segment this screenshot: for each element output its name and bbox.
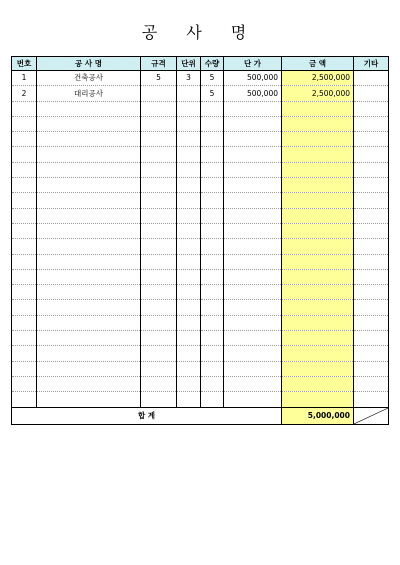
empty-row xyxy=(12,223,389,238)
empty-cell xyxy=(224,361,282,376)
empty-cell xyxy=(177,254,201,269)
empty-cell xyxy=(12,269,37,284)
empty-row xyxy=(12,285,389,300)
cell-etc xyxy=(354,86,389,101)
empty-cell xyxy=(12,239,37,254)
table-row xyxy=(12,86,389,101)
empty-row xyxy=(12,361,389,376)
empty-cell xyxy=(282,331,354,346)
empty-cell xyxy=(141,285,177,300)
empty-row xyxy=(12,300,389,315)
empty-cell xyxy=(141,239,177,254)
empty-cell xyxy=(141,178,177,193)
empty-cell xyxy=(177,178,201,193)
empty-cell xyxy=(12,392,37,407)
empty-cell xyxy=(37,269,141,284)
empty-cell xyxy=(37,178,141,193)
empty-cell xyxy=(354,392,389,407)
empty-cell xyxy=(12,116,37,131)
cell-qty: 5 xyxy=(201,71,224,86)
empty-cell xyxy=(141,315,177,330)
empty-cell xyxy=(354,254,389,269)
empty-cell xyxy=(177,392,201,407)
empty-cell xyxy=(141,376,177,391)
empty-cell xyxy=(141,346,177,361)
empty-cell xyxy=(354,178,389,193)
empty-cell xyxy=(201,285,224,300)
empty-cell xyxy=(224,116,282,131)
empty-row xyxy=(12,331,389,346)
empty-cell xyxy=(354,376,389,391)
empty-cell xyxy=(224,239,282,254)
empty-cell xyxy=(141,162,177,177)
empty-cell xyxy=(37,223,141,238)
empty-cell xyxy=(224,331,282,346)
empty-cell xyxy=(37,239,141,254)
header-unit: 단위 xyxy=(177,57,201,71)
empty-cell xyxy=(37,300,141,315)
empty-cell xyxy=(177,331,201,346)
empty-cell xyxy=(37,147,141,162)
header-qty: 수량 xyxy=(201,57,224,71)
empty-cell xyxy=(177,147,201,162)
cell-no: 2 xyxy=(12,86,37,101)
empty-cell xyxy=(201,361,224,376)
empty-cell xyxy=(12,300,37,315)
empty-cell xyxy=(141,147,177,162)
empty-cell xyxy=(282,254,354,269)
empty-row xyxy=(12,392,389,407)
empty-cell xyxy=(282,223,354,238)
cell-qty: 5 xyxy=(201,86,224,101)
empty-cell xyxy=(177,208,201,223)
empty-cell xyxy=(12,208,37,223)
empty-cell xyxy=(354,147,389,162)
empty-cell xyxy=(37,101,141,116)
empty-row xyxy=(12,193,389,208)
cell-amount: 2,500,000 xyxy=(282,71,354,86)
empty-cell xyxy=(224,147,282,162)
empty-cell xyxy=(224,178,282,193)
empty-cell xyxy=(354,162,389,177)
empty-cell xyxy=(354,223,389,238)
empty-cell xyxy=(177,132,201,147)
empty-cell xyxy=(354,269,389,284)
empty-cell xyxy=(201,132,224,147)
empty-cell xyxy=(12,178,37,193)
cell-unit xyxy=(177,86,201,101)
empty-cell xyxy=(201,101,224,116)
empty-cell xyxy=(12,346,37,361)
cell-price: 500,000 xyxy=(224,71,282,86)
empty-row xyxy=(12,208,389,223)
header-row xyxy=(12,57,389,71)
empty-cell xyxy=(37,162,141,177)
empty-cell xyxy=(141,223,177,238)
empty-cell xyxy=(141,116,177,131)
empty-cell xyxy=(282,315,354,330)
empty-cell xyxy=(201,254,224,269)
empty-cell xyxy=(201,300,224,315)
empty-row xyxy=(12,315,389,330)
empty-cell xyxy=(282,239,354,254)
empty-cell xyxy=(282,346,354,361)
empty-cell xyxy=(201,147,224,162)
empty-cell xyxy=(282,193,354,208)
cell-price: 500,000 xyxy=(224,86,282,101)
cell-spec: 5 xyxy=(141,71,177,86)
empty-cell xyxy=(37,376,141,391)
empty-cell xyxy=(282,178,354,193)
empty-cell xyxy=(141,193,177,208)
empty-row xyxy=(12,132,389,147)
empty-cell xyxy=(354,331,389,346)
empty-cell xyxy=(354,285,389,300)
empty-cell xyxy=(37,346,141,361)
empty-row xyxy=(12,116,389,131)
empty-cell xyxy=(12,223,37,238)
empty-cell xyxy=(354,300,389,315)
empty-row xyxy=(12,254,389,269)
empty-cell xyxy=(141,132,177,147)
empty-cell xyxy=(37,285,141,300)
empty-cell xyxy=(141,361,177,376)
empty-cell xyxy=(354,361,389,376)
empty-cell xyxy=(201,346,224,361)
empty-cell xyxy=(37,361,141,376)
header-spec: 규격 xyxy=(141,57,177,71)
empty-cell xyxy=(177,346,201,361)
empty-cell xyxy=(37,254,141,269)
empty-cell xyxy=(177,361,201,376)
empty-cell xyxy=(12,132,37,147)
empty-row xyxy=(12,162,389,177)
empty-cell xyxy=(282,285,354,300)
empty-cell xyxy=(201,223,224,238)
cell-name: 대리공사 xyxy=(37,86,141,101)
empty-cell xyxy=(37,193,141,208)
header-etc: 기타 xyxy=(354,57,389,71)
empty-cell xyxy=(37,208,141,223)
empty-cell xyxy=(37,331,141,346)
empty-cell xyxy=(141,208,177,223)
empty-cell xyxy=(224,254,282,269)
empty-cell xyxy=(201,239,224,254)
empty-cell xyxy=(224,269,282,284)
empty-cell xyxy=(12,193,37,208)
empty-cell xyxy=(282,162,354,177)
header-price: 단 가 xyxy=(224,57,282,71)
empty-cell xyxy=(224,285,282,300)
empty-cell xyxy=(224,132,282,147)
empty-cell xyxy=(282,269,354,284)
empty-cell xyxy=(224,392,282,407)
empty-cell xyxy=(224,101,282,116)
empty-cell xyxy=(141,101,177,116)
empty-cell xyxy=(224,208,282,223)
empty-cell xyxy=(141,269,177,284)
empty-cell xyxy=(177,193,201,208)
empty-cell xyxy=(177,300,201,315)
empty-cell xyxy=(12,285,37,300)
empty-cell xyxy=(12,147,37,162)
empty-cell xyxy=(177,162,201,177)
empty-row xyxy=(12,346,389,361)
total-row xyxy=(12,407,389,424)
empty-cell xyxy=(177,223,201,238)
empty-cell xyxy=(354,132,389,147)
empty-cell xyxy=(354,116,389,131)
empty-cell xyxy=(12,101,37,116)
empty-cell xyxy=(354,193,389,208)
empty-cell xyxy=(354,346,389,361)
cell-spec xyxy=(141,86,177,101)
page-title: 공 사 명 xyxy=(141,23,259,42)
empty-cell xyxy=(224,376,282,391)
header-amount: 금 액 xyxy=(282,57,354,71)
empty-row xyxy=(12,147,389,162)
empty-cell xyxy=(37,116,141,131)
empty-cell xyxy=(282,376,354,391)
empty-cell xyxy=(177,315,201,330)
empty-cell xyxy=(282,116,354,131)
empty-cell xyxy=(201,331,224,346)
empty-cell xyxy=(177,269,201,284)
empty-cell xyxy=(224,315,282,330)
empty-cell xyxy=(282,101,354,116)
empty-cell xyxy=(12,315,37,330)
cell-no: 1 xyxy=(12,71,37,86)
empty-cell xyxy=(354,239,389,254)
total-label: 합 계 xyxy=(12,407,282,424)
empty-row xyxy=(12,269,389,284)
empty-cell xyxy=(141,300,177,315)
empty-cell xyxy=(282,300,354,315)
empty-cell xyxy=(177,239,201,254)
cell-etc xyxy=(354,71,389,86)
empty-cell xyxy=(12,162,37,177)
empty-cell xyxy=(201,269,224,284)
empty-cell xyxy=(177,285,201,300)
empty-cell xyxy=(224,223,282,238)
empty-cell xyxy=(201,193,224,208)
empty-cell xyxy=(12,254,37,269)
empty-cell xyxy=(224,193,282,208)
empty-cell xyxy=(141,254,177,269)
empty-cell xyxy=(201,376,224,391)
cell-unit: 3 xyxy=(177,71,201,86)
empty-cell xyxy=(141,331,177,346)
empty-cell xyxy=(37,392,141,407)
empty-cell xyxy=(224,346,282,361)
empty-cell xyxy=(282,147,354,162)
empty-cell xyxy=(37,132,141,147)
empty-cell xyxy=(201,116,224,131)
empty-cell xyxy=(12,376,37,391)
empty-cell xyxy=(224,300,282,315)
empty-cell xyxy=(201,162,224,177)
total-amount: 5,000,000 xyxy=(282,407,354,424)
empty-cell xyxy=(177,116,201,131)
empty-row xyxy=(12,178,389,193)
empty-cell xyxy=(12,331,37,346)
empty-cell xyxy=(354,315,389,330)
empty-cell xyxy=(201,315,224,330)
cell-name: 건축공사 xyxy=(37,71,141,86)
empty-row xyxy=(12,376,389,391)
empty-cell xyxy=(12,361,37,376)
empty-cell xyxy=(201,208,224,223)
empty-cell xyxy=(282,392,354,407)
empty-cell xyxy=(177,376,201,391)
estimate-table xyxy=(11,56,389,425)
header-no: 번호 xyxy=(12,57,37,71)
empty-cell xyxy=(141,392,177,407)
empty-cell xyxy=(282,361,354,376)
table-row xyxy=(12,71,389,86)
total-etc-diagonal xyxy=(354,407,389,424)
empty-row xyxy=(12,101,389,116)
empty-cell xyxy=(354,101,389,116)
empty-cell xyxy=(201,178,224,193)
empty-cell xyxy=(177,101,201,116)
cell-amount: 2,500,000 xyxy=(282,86,354,101)
empty-cell xyxy=(282,132,354,147)
diagonal-line xyxy=(354,408,388,424)
empty-cell xyxy=(282,208,354,223)
header-name: 공 사 명 xyxy=(37,57,141,71)
empty-cell xyxy=(224,162,282,177)
empty-cell xyxy=(201,392,224,407)
empty-row xyxy=(12,239,389,254)
empty-cell xyxy=(354,208,389,223)
empty-cell xyxy=(37,315,141,330)
